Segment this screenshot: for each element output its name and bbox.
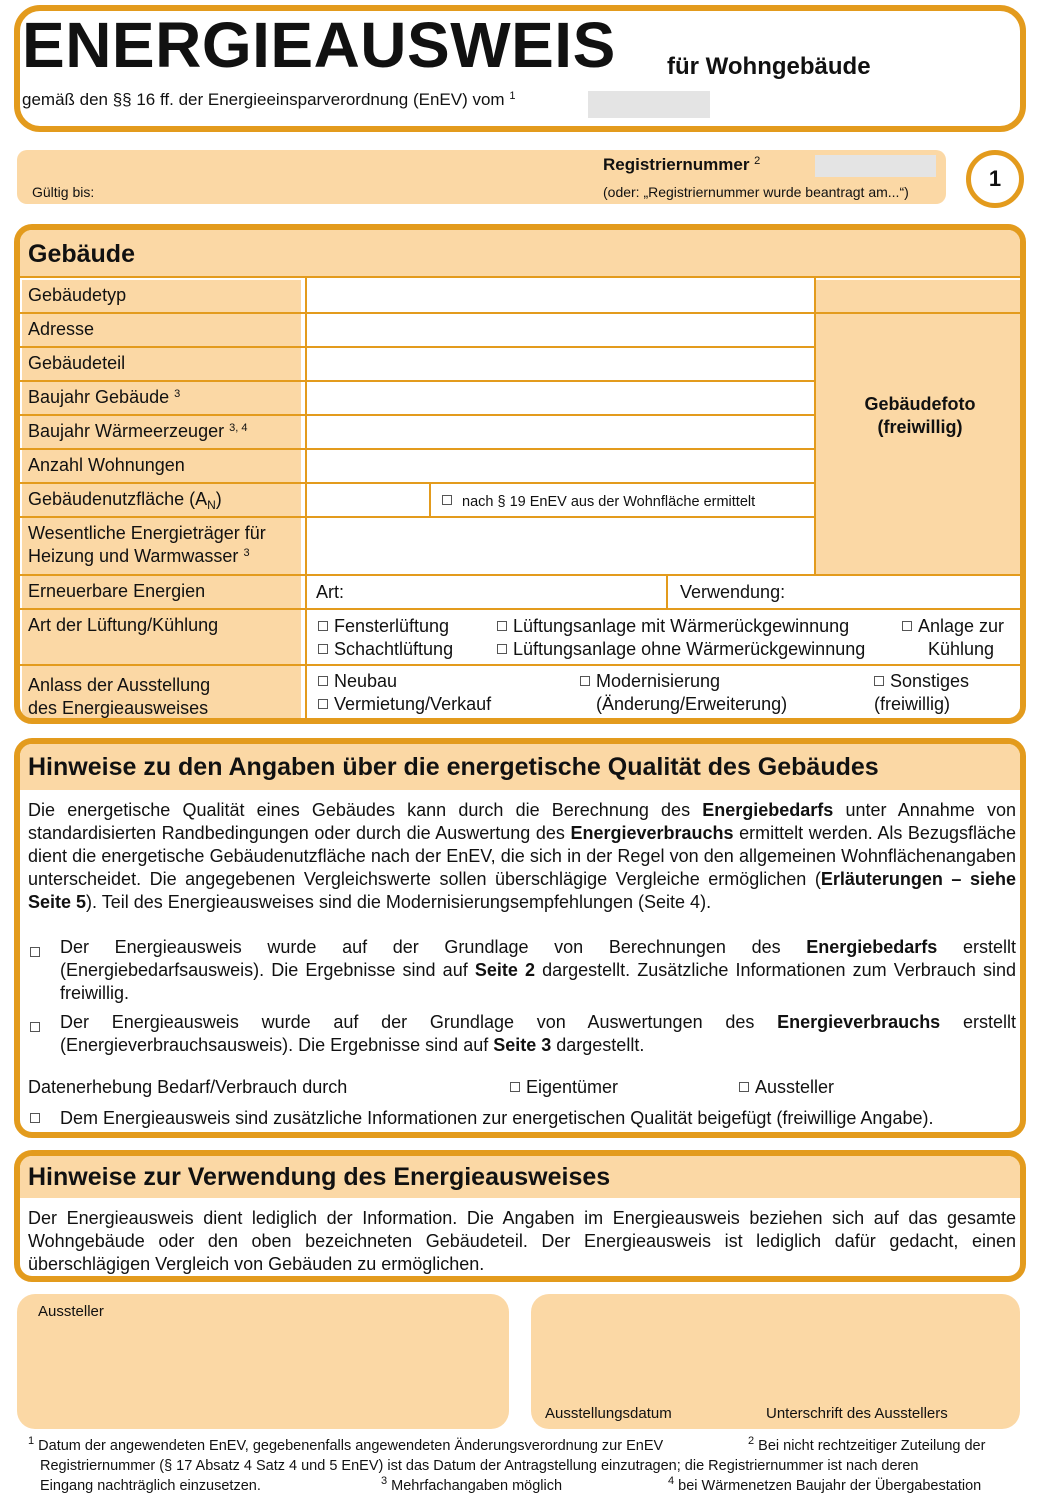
occasion-rent-sale[interactable] bbox=[318, 693, 491, 716]
option-text: Fensterlüftung bbox=[334, 616, 450, 636]
ventilation-window[interactable] bbox=[318, 615, 449, 638]
checkbox[interactable] bbox=[442, 495, 452, 505]
building-heading: Gebäude bbox=[20, 230, 1020, 278]
cooling-system-line2: Kühlung bbox=[928, 639, 995, 659]
text: Der Energieausweis wurde auf der Grundlage von Berechnungen des bbox=[60, 937, 807, 957]
checkbox[interactable] bbox=[497, 644, 507, 654]
usage-section bbox=[14, 1150, 1026, 1282]
renewables-use[interactable]: Verwendung: bbox=[680, 582, 786, 602]
occasion-modernisation[interactable] bbox=[580, 670, 720, 693]
label-text: Art der Lüftung/Kühlung bbox=[28, 615, 219, 635]
label-usable-area bbox=[22, 484, 301, 516]
text-bold: Erläuterungen – siehe Seite 5 bbox=[28, 869, 1017, 912]
text-bold: Energiebedarfs bbox=[806, 937, 938, 957]
notes-heading: Hinweise zu den Angaben über die energetische Qualität des Gebäudes bbox=[20, 744, 1020, 790]
issue-date-label: Ausstellungsdatum bbox=[545, 1405, 672, 1422]
area-method-option[interactable] bbox=[442, 491, 755, 514]
option-text: Eigentümer bbox=[526, 1077, 619, 1097]
apartments-field[interactable] bbox=[307, 450, 814, 484]
divider bbox=[20, 380, 816, 382]
footnote-text: Datum der angewendeten EnEV, gegebenenfalls angewendeten Änderungsverordnung zur EnEV bbox=[38, 1438, 664, 1454]
text: unter Annahme von standardisierten Randbedingungen oder durch die Auswertung des bbox=[28, 800, 1016, 843]
footnote-ref: 3 bbox=[174, 388, 181, 400]
footnote-2-end: Eingang nachträglich einzusetzen. bbox=[40, 1478, 261, 1494]
label-text: Gebäudenutzfläche (A bbox=[28, 489, 208, 509]
building-section bbox=[14, 224, 1026, 724]
occasion-other[interactable] bbox=[874, 670, 969, 693]
building-photo-placeholder bbox=[816, 280, 1024, 574]
text: dargestellt. bbox=[551, 1035, 645, 1055]
text: erstellt (Energiebedarfsausweis). Die Ergebnisse sind auf bbox=[60, 937, 1016, 980]
subscript: N bbox=[207, 498, 216, 512]
text-bold: Seite 3 bbox=[493, 1035, 552, 1055]
footnote-ref: 3 bbox=[243, 547, 250, 559]
consumption-certificate-checkbox[interactable] bbox=[30, 1016, 46, 1039]
divider bbox=[20, 574, 1024, 576]
label-text: Baujahr Wärmeerzeuger bbox=[28, 421, 225, 441]
divider bbox=[20, 516, 816, 518]
checkbox[interactable] bbox=[30, 1022, 40, 1032]
checkbox[interactable] bbox=[874, 676, 884, 686]
text-bold: Seite 2 bbox=[474, 960, 535, 980]
label-ventilation bbox=[22, 610, 301, 664]
checkbox[interactable] bbox=[902, 621, 912, 631]
divider bbox=[20, 664, 1024, 666]
checkbox[interactable] bbox=[30, 1113, 40, 1123]
label-text: Adresse bbox=[28, 319, 95, 339]
divider bbox=[666, 576, 668, 610]
usage-heading: Hinweise zur Verwendung des Energieausweises bbox=[20, 1156, 1020, 1198]
text: Der Energieausweis wurde auf der Grundlage von Auswertungen des bbox=[60, 1012, 778, 1032]
footnote-ref: 2 bbox=[754, 155, 761, 167]
construction-year-field[interactable] bbox=[307, 382, 814, 416]
text: ermittelt werden. Als Bezugsfläche dient die energetische Gebäudenutzfläche nach der EnEV, die sich in der Regel von den allgemeinen Wohnflächenangaben unterscheidet. Die angegebenen Vergleichswerte sollen überschlägige Vergleiche ermöglichen ( bbox=[28, 823, 1016, 889]
label-text: Wesentliche Energieträger für bbox=[28, 523, 266, 543]
demand-certificate-checkbox[interactable] bbox=[30, 941, 46, 964]
footnote-text: Bei nicht rechtzeitiger Zuteilung der bbox=[758, 1438, 986, 1454]
survey-owner-option[interactable] bbox=[510, 1076, 618, 1099]
label-text: Baujahr Gebäude bbox=[28, 387, 170, 407]
label-text: Anzahl Wohnungen bbox=[28, 455, 185, 475]
option-text: Lüftungsanlage ohne Wärmerückgewinnung bbox=[513, 639, 866, 659]
footnote-3 bbox=[381, 1476, 562, 1496]
divider bbox=[20, 414, 816, 416]
divider bbox=[20, 482, 816, 484]
label-address bbox=[22, 314, 301, 346]
registration-note: (oder: „Registriernummer wurde beantragt am...“) bbox=[603, 184, 909, 200]
usable-area-field[interactable] bbox=[307, 484, 429, 518]
ventilation-with-recovery[interactable] bbox=[497, 615, 849, 638]
label-building-part bbox=[22, 348, 301, 380]
photo-label: Gebäudefoto bbox=[864, 394, 976, 414]
legal-text: gemäß den §§ 16 ff. der Energieeinsparverordnung (EnEV) vom bbox=[22, 90, 505, 109]
registration-number-field[interactable] bbox=[815, 155, 936, 177]
consumption-certificate-text bbox=[60, 1011, 1016, 1057]
energy-carriers-field[interactable] bbox=[307, 518, 814, 576]
text: Die energetische Qualität eines Gebäudes kann durch die Berechnung des bbox=[28, 800, 703, 820]
text-bold: Energieverbrauchs bbox=[570, 823, 734, 843]
registration-label-text: Registriernummer bbox=[603, 155, 750, 174]
option-text: Schachtlüftung bbox=[334, 639, 454, 659]
footnote-1 bbox=[28, 1436, 663, 1456]
notes-intro bbox=[28, 799, 1016, 914]
usage-text: Der Energieausweis dient lediglich der Information. Die Angaben im Energieausweis beziehen sich auf das gesamte Wohngebäude oder den oben bezeichneten Gebäudeteil. Der Energieausweis ist lediglich dafür gedacht, einen überschlägigen Vergleich von Gebäuden zu ermöglichen. bbox=[28, 1208, 1016, 1274]
checkbox[interactable] bbox=[318, 644, 328, 654]
option-text: Anlage zur bbox=[918, 616, 1005, 636]
footnote-number: 2 bbox=[748, 1435, 755, 1447]
cooling-system[interactable] bbox=[902, 615, 1004, 638]
survey-issuer-option[interactable] bbox=[739, 1076, 834, 1099]
footnote-4 bbox=[668, 1476, 981, 1496]
footnote-number: 4 bbox=[668, 1475, 675, 1487]
label-occasion bbox=[22, 666, 301, 724]
checkbox[interactable] bbox=[510, 1082, 520, 1092]
option-text: nach § 19 EnEV aus der Wohnfläche ermittelt bbox=[462, 494, 756, 510]
page-subtitle: für Wohngebäude bbox=[667, 53, 871, 80]
label-text: Erneuerbare Energien bbox=[28, 581, 206, 601]
option-text: Sonstiges bbox=[890, 671, 970, 691]
demand-certificate-text bbox=[60, 936, 1016, 1005]
issuer-label: Aussteller bbox=[38, 1303, 104, 1320]
building-part-field[interactable] bbox=[307, 348, 814, 382]
enev-date-field[interactable] bbox=[588, 91, 710, 118]
label-heater-year bbox=[22, 416, 301, 448]
text: erstellt (Energieverbrauchsausweis). Die Ergebnisse sind auf bbox=[60, 1012, 1016, 1055]
option-text: Vermietung/Verkauf bbox=[334, 694, 492, 714]
text-bold: Energieverbrauchs bbox=[777, 1012, 941, 1032]
divider bbox=[20, 448, 816, 450]
label-building-type bbox=[22, 280, 301, 312]
heater-year-field[interactable] bbox=[307, 416, 814, 450]
label-energy-carriers bbox=[22, 518, 301, 574]
label-text: Gebäudetyp bbox=[28, 285, 127, 305]
label-construction-year bbox=[22, 382, 301, 414]
extra-info-checkbox[interactable] bbox=[30, 1107, 46, 1130]
page-title: ENERGIEAUSWEIS bbox=[22, 9, 616, 81]
page-number-badge: 1 bbox=[966, 150, 1024, 208]
text: dargestellt. Zusätzliche Informationen zum Verbrauch sind freiwillig. bbox=[60, 960, 1016, 1003]
checkbox[interactable] bbox=[739, 1082, 749, 1092]
text: ). Teil des Energieausweises sind die Modernisierungsempfehlungen (Seite 4). bbox=[86, 892, 712, 912]
occasion-modernisation-note: (Änderung/Erweiterung) bbox=[596, 694, 788, 714]
address-field[interactable] bbox=[307, 314, 814, 348]
option-text: Neubau bbox=[334, 671, 398, 691]
label-renewables bbox=[22, 576, 301, 608]
footnote-text: Mehrfachangaben möglich bbox=[391, 1478, 563, 1494]
extra-info-text: Dem Energieausweis sind zusätzliche Informationen zur energetischen Qualität beigefügt (freiwillige Angabe). bbox=[60, 1108, 934, 1128]
building-type-field[interactable] bbox=[307, 280, 814, 314]
option-text: Lüftungsanlage mit Wärmerückgewinnung bbox=[513, 616, 850, 636]
notes-section bbox=[14, 738, 1026, 1138]
renewables-type[interactable]: Art: bbox=[316, 582, 345, 602]
legal-basis bbox=[22, 90, 515, 110]
valid-until-label: Gültig bis: bbox=[32, 184, 95, 200]
divider bbox=[20, 608, 1024, 610]
label-text: des Energieausweises bbox=[28, 698, 209, 718]
label-apartments bbox=[22, 450, 301, 482]
text-bold: Energiebedarfs bbox=[702, 800, 834, 820]
label-text: Anlass der Ausstellung bbox=[28, 675, 211, 695]
checkbox[interactable] bbox=[497, 621, 507, 631]
option-text: Modernisierung bbox=[596, 671, 721, 691]
ventilation-shaft[interactable] bbox=[318, 638, 453, 661]
survey-label: Datenerhebung Bedarf/Verbrauch durch bbox=[28, 1077, 348, 1097]
footnote-2 bbox=[748, 1436, 985, 1456]
checkbox[interactable] bbox=[318, 699, 328, 709]
footnote-ref: 1 bbox=[509, 90, 516, 102]
checkbox[interactable] bbox=[318, 676, 328, 686]
signature-label: Unterschrift des Ausstellers bbox=[766, 1405, 948, 1422]
label-text: Gebäudeteil bbox=[28, 353, 126, 373]
occasion-new-building[interactable] bbox=[318, 670, 397, 693]
label-text: Heizung und Warmwasser bbox=[28, 546, 239, 566]
footnote-2-cont: Registriernummer (§ 17 Absatz 4 Satz 4 und 5 EnEV) ist das Datum der Antragstellung einzutragen; die Registriernummer ist nach deren bbox=[40, 1458, 919, 1474]
photo-note: (freiwillig) bbox=[877, 417, 963, 437]
footnote-text: bei Wärmenetzen Baujahr der Übergabestation bbox=[678, 1478, 982, 1494]
registration-label bbox=[603, 155, 760, 175]
ventilation-without-recovery[interactable] bbox=[497, 638, 865, 661]
option-text: Aussteller bbox=[755, 1077, 835, 1097]
checkbox[interactable] bbox=[580, 676, 590, 686]
divider bbox=[20, 312, 1024, 314]
checkbox[interactable] bbox=[30, 947, 40, 957]
footnote-ref: 3, 4 bbox=[229, 422, 248, 434]
occasion-other-note: (freiwillig) bbox=[874, 694, 950, 714]
footnote-number: 3 bbox=[381, 1475, 388, 1487]
divider bbox=[20, 346, 816, 348]
footnote-number: 1 bbox=[28, 1435, 35, 1447]
label-text: ) bbox=[215, 489, 222, 509]
checkbox[interactable] bbox=[318, 621, 328, 631]
